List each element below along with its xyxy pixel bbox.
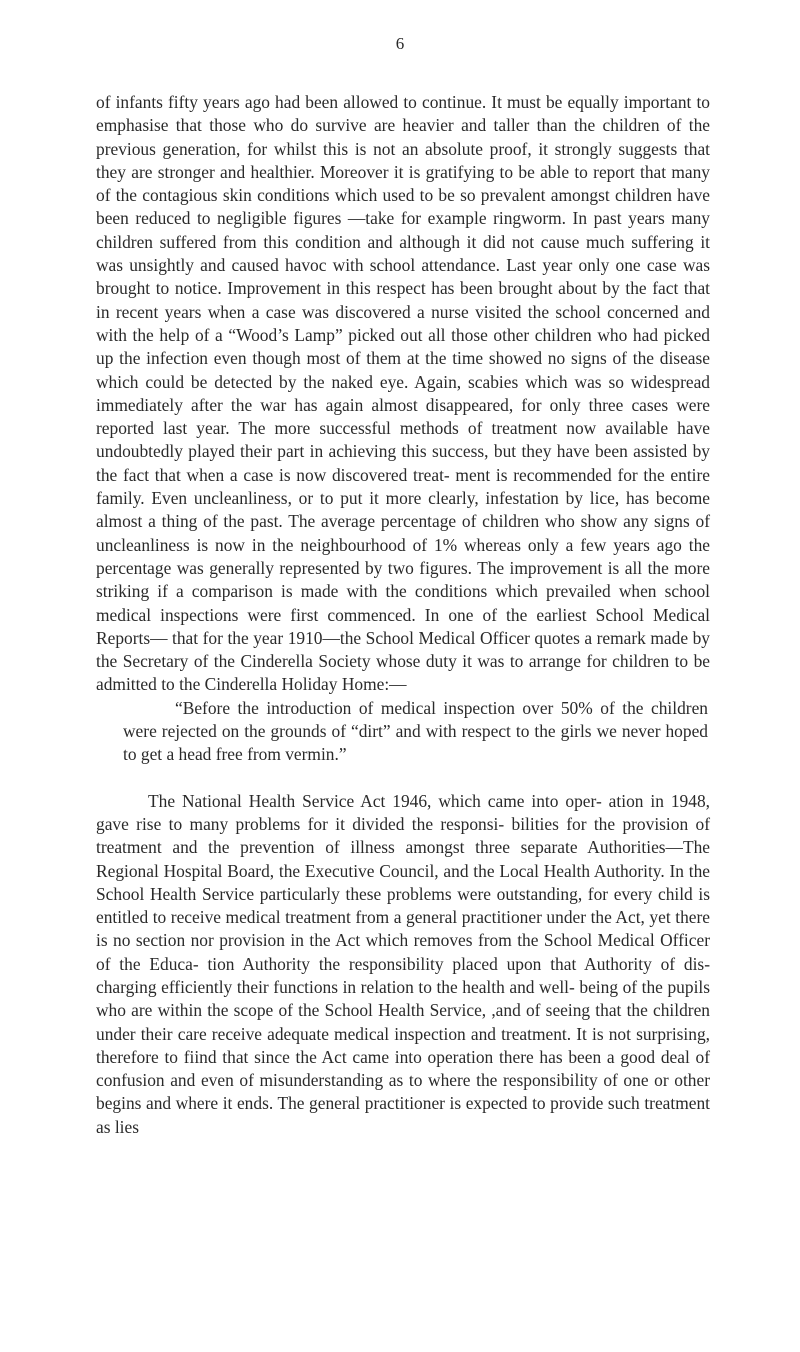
page-number: 6 xyxy=(395,34,405,53)
body-text xyxy=(96,91,710,1139)
quotation-paragraph: “Before the introduction of medical inspection over 50% of the children were rejected on the grounds of “dirt” and with respect to the girls we never hoped to get a head free from vermin.” xyxy=(123,697,708,765)
paragraph-nhs-act: The National Health Service Act 1946, which came into oper- ation in 1948, gave rise to many problems for it divided the responsi- bilities for the provision of treatment and the prevention of illness amongst three separate Authorities—The Regional Hospital Board, the Executive Council, and the Local Health Authority. In the School Health Service particularly these problems were outstanding, for every child is entitled to receive medical treatment from a general practitioner under the Act, yet there is no section nor provision in the Act which removes from the School Medical Officer of the Educa- tion Authority the responsibility placed upon that Authority of dis- charging efficiently their functions in relation to the health and well- being of the pupils who are within the scope of the School Health Service, ,and of seeing that the children under their care receive adequate medical inspection and treatment. It is not surprising, therefore to fiind that since the Act came into operation there has been a good deal of confusion and even of misunderstanding as to where the responsibility of one or other begins and where it ends. The general practitioner is expected to provide such treatment as lies xyxy=(96,790,710,1137)
paragraph-continuation: of infants fifty years ago had been allowed to continue. It must be equally important to emphasise that those who do survive are heavier and taller than the children of the previous generation, for whilst this is not an absolute proof, it strongly suggests that they are stronger and healthier. Moreover it is gratifying to be able to report that many of the contagious skin conditions which used to be so prevalent amongst children have been reduced to negligible figures —take for example ringworm. In past years many children suffered from this condition and although it did not cause much suffering it was unsightly and caused havoc with school attendance. Last year only one case was brought to notice. Improvement in this respect has been brought about by the fact that in recent years when a case was discovered a nurse visited the school concerned and with the help of a “Wood’s Lamp” picked out all those other children who had picked up the infection even though most of them at the time showed no signs of the disease which could be detected by the naked eye. Again, scabies which was so widespread immediately after the war has again almost disappeared, for only three cases were reported last year. The more successful methods of treatment now available have undoubtedly played their part in achieving this success, but they have been assisted by the fact that when a case is now discovered treat- ment is recommended for the entire family. Even uncleanliness, or to put it more clearly, infestation by lice, has become almost a thing of the past. The average percentage of children who show any signs of uncleanliness is now in the neighbourhood of 1% whereas only a few years ago the percentage was generally represented by two figures. The improvement is all the more striking if a comparison is made with the conditions which prevailed when school medical inspections were first commenced. In one of the earliest School Medical Reports— that for the year 1910—the School Medical Officer quotes a remark made by the Secretary of the Cinderella Society whose duty it was to arrange for children to be admitted to the Cinderella Holiday Home:— xyxy=(96,92,710,695)
paragraph-gap xyxy=(96,767,710,790)
